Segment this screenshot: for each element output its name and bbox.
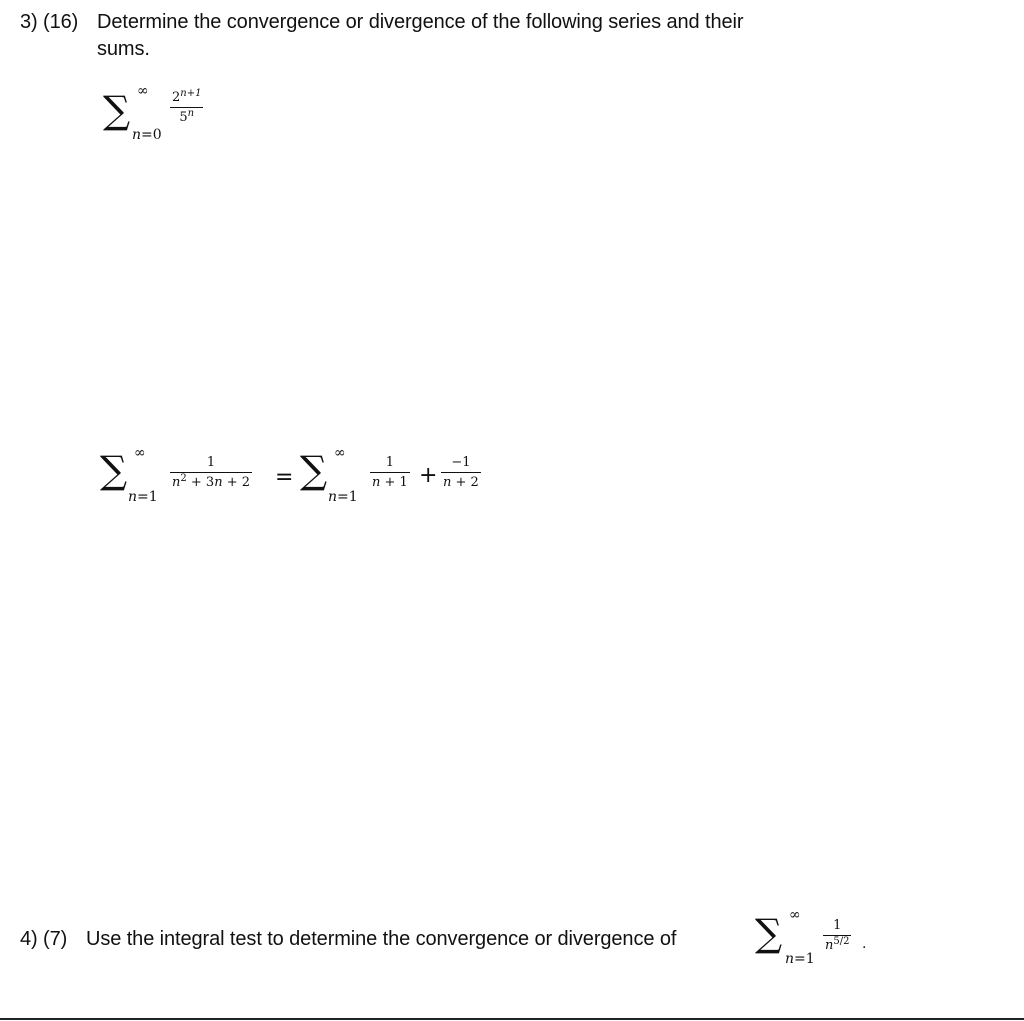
denominator: n + 2 xyxy=(443,475,479,490)
sigma-symbol: ∑ xyxy=(755,911,783,955)
series-2-right-lower-limit: n=1 xyxy=(328,489,358,505)
denominator: 5$^n$ xyxy=(179,108,195,125)
question-4-text: Use the integral test to determine the convergence or divergence of xyxy=(86,928,677,950)
series-1-term xyxy=(170,90,203,125)
equals-sign: = xyxy=(275,465,294,490)
series-3-lower-limit: n=1 xyxy=(785,951,815,967)
numerator: 1 xyxy=(206,455,216,470)
bottom-divider xyxy=(0,1018,1024,1020)
denominator: n + 1 xyxy=(372,475,408,490)
denominator: $n^{5/2}$ xyxy=(825,936,850,953)
denominator: $n^2 + 3n + 2$ xyxy=(172,473,250,490)
plus-sign: + xyxy=(419,463,438,488)
numerator: −1 xyxy=(451,455,471,470)
numerator: $2^{n+1}$ xyxy=(172,88,202,105)
series-2-term-1 xyxy=(370,455,410,490)
numerator: 1 xyxy=(833,918,842,933)
trailing-period: . xyxy=(862,936,867,952)
question-4-label: 4) (7) xyxy=(20,928,68,950)
series-2-right-upper-limit: ∞ xyxy=(334,445,346,461)
question-3-text-line-1: Determine the convergence or divergence of the following series and their xyxy=(97,11,744,33)
series-2-term-2 xyxy=(441,455,481,490)
question-3-text-line-2: sums. xyxy=(97,38,150,60)
series-2-left-upper-limit: ∞ xyxy=(134,445,146,461)
series-3-term xyxy=(823,918,851,953)
sigma-symbol: ∑ xyxy=(100,448,128,492)
numerator: 1 xyxy=(385,455,395,470)
series-2-left-lower-limit: n=1 xyxy=(128,489,158,505)
series-1-lower-limit: n=0 xyxy=(132,127,162,143)
series-3-upper-limit: ∞ xyxy=(789,907,801,923)
series-1-upper-limit: ∞ xyxy=(137,83,149,99)
sigma-symbol: ∑ xyxy=(103,88,131,132)
sigma-symbol: ∑ xyxy=(300,448,328,492)
question-3-label: 3) (16) xyxy=(20,11,79,33)
series-2-left-term xyxy=(170,455,252,490)
